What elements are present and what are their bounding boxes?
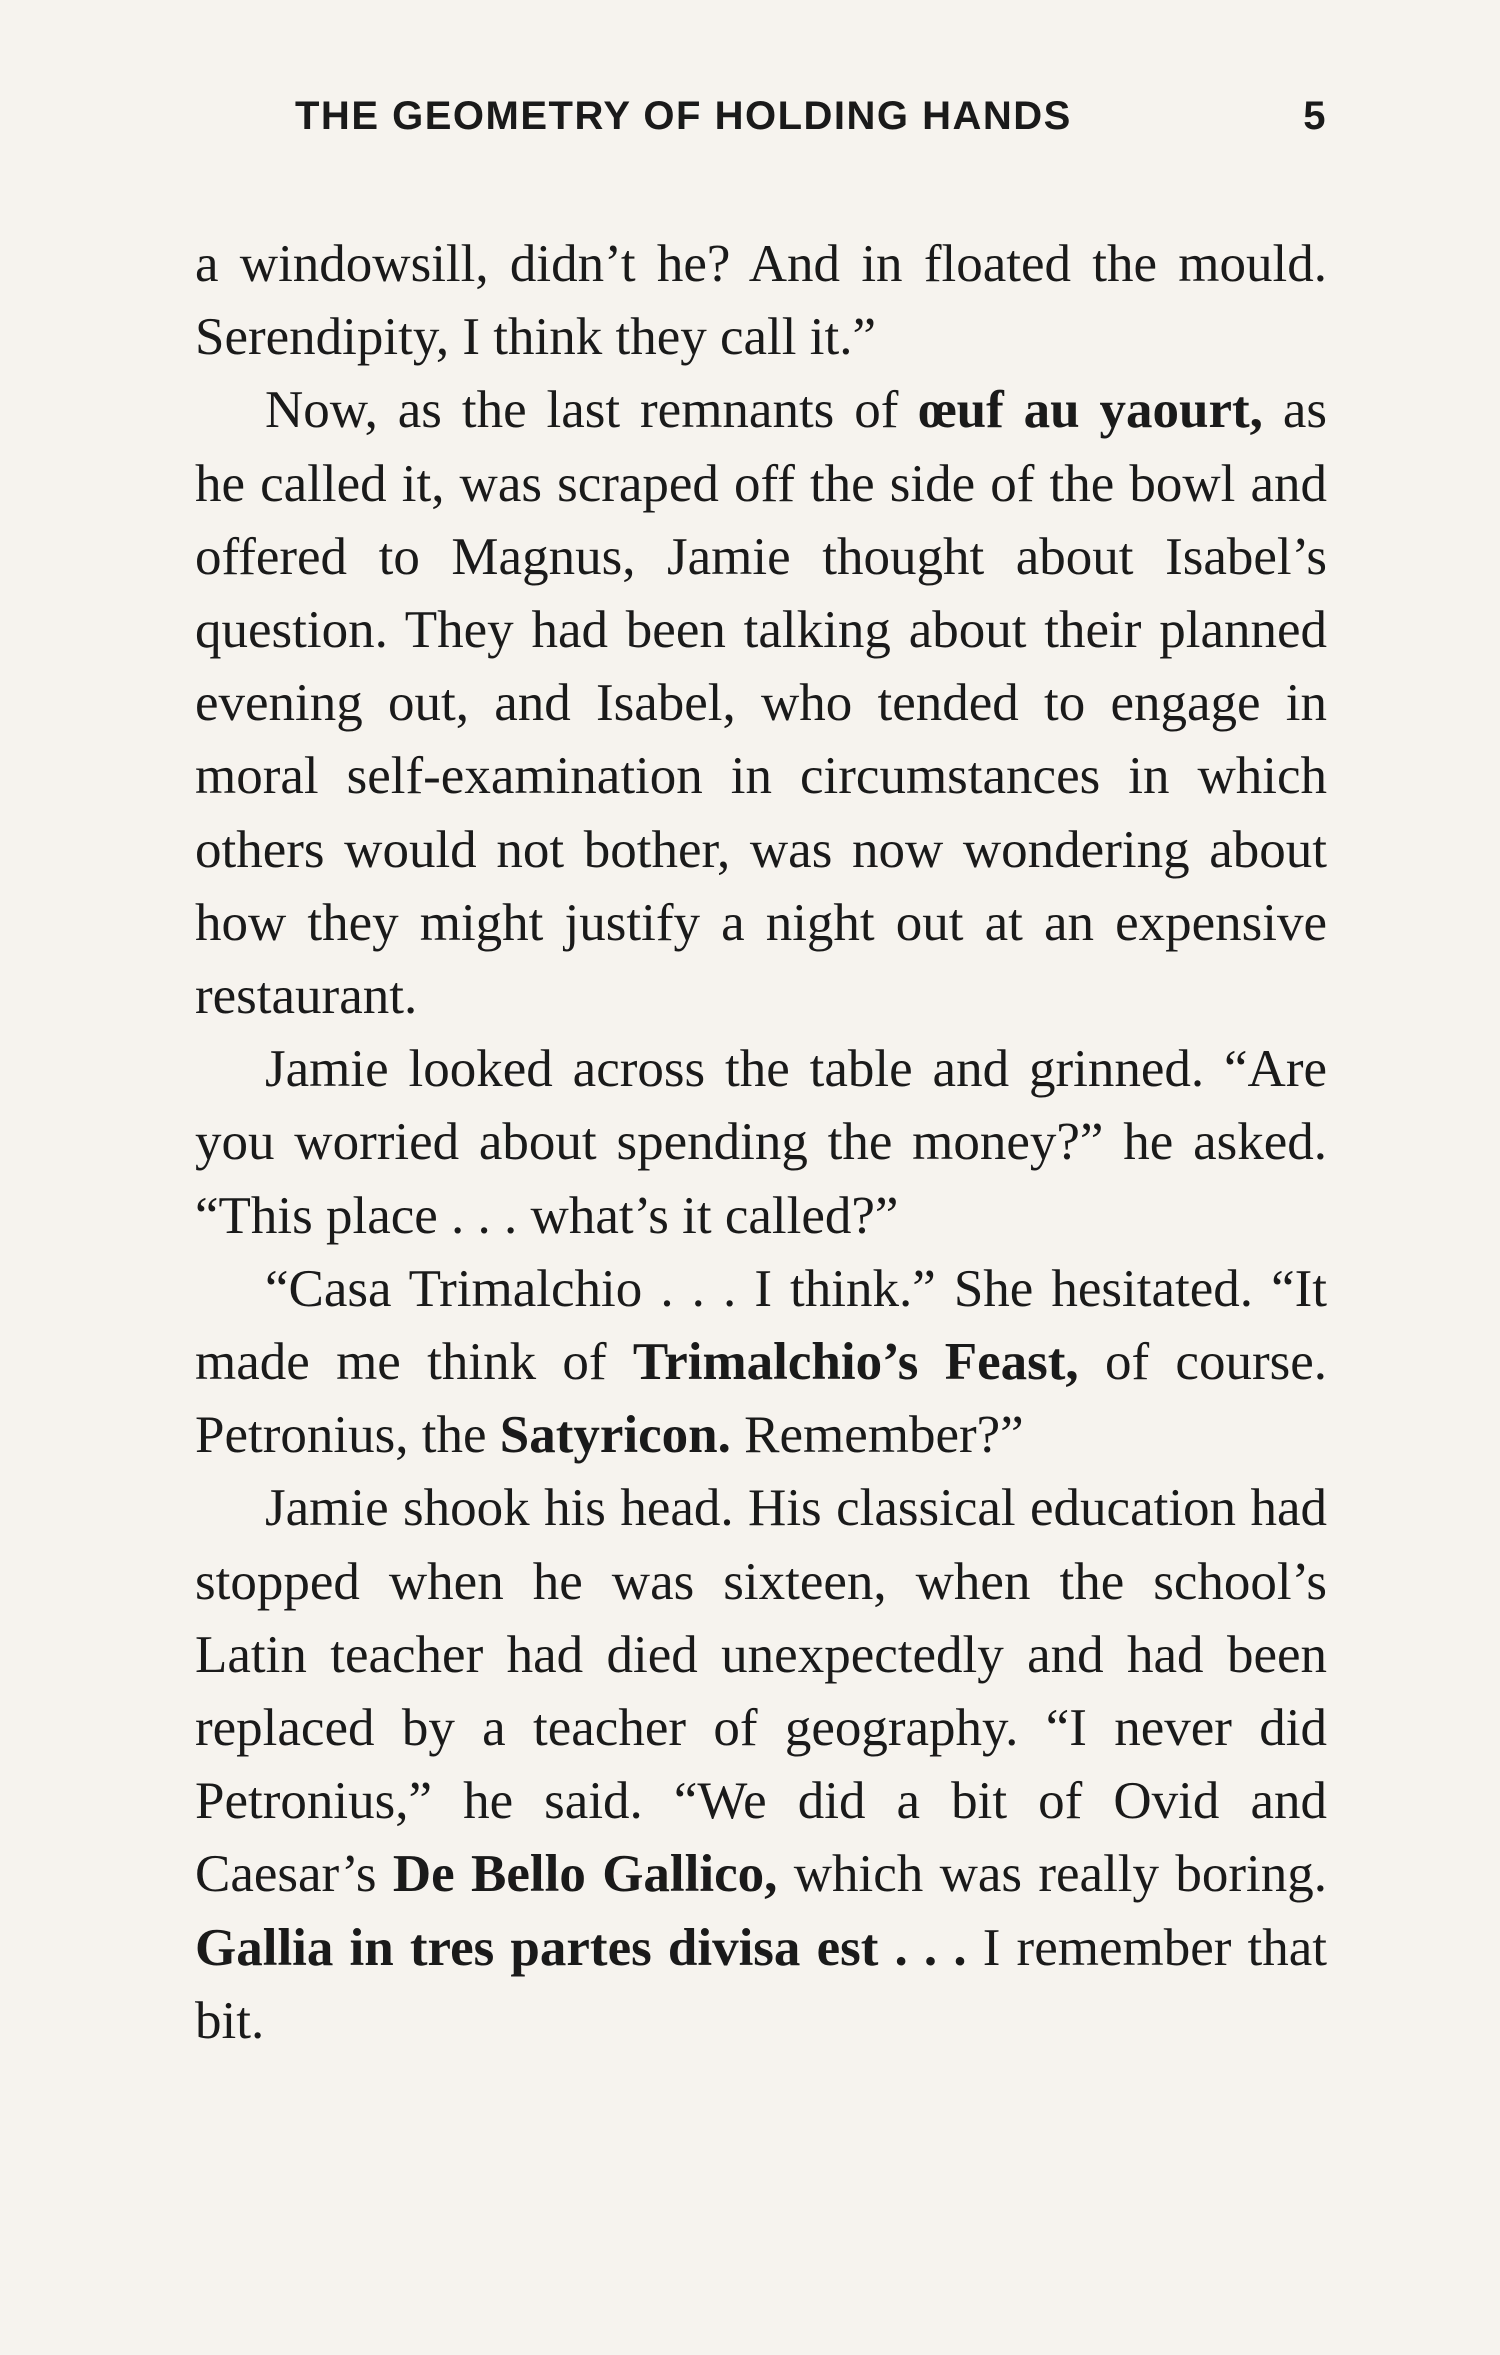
paragraph bbox=[195, 228, 1327, 374]
text-segment: “Casa Trimalchio . . . I think.” She hesitated. “It made me think of bbox=[195, 1259, 1327, 1392]
text-segment: Now, as the last remnants of bbox=[265, 381, 919, 440]
page-number: 5 bbox=[1303, 94, 1327, 138]
bold-text-segment: œuf au yaourt, bbox=[918, 381, 1263, 440]
body-text bbox=[195, 228, 1327, 2058]
text-segment: as he called it, was scraped off the side of the bowl and offered to Magnus, Jamie thought about Isabel’s question. They had been talking about their planned evening out, and Isabel, who tended to engage in moral self-examination in circumstances in which others would not bother, was now wondering about how they might justify a night out at an expensive restaurant. bbox=[195, 381, 1328, 1026]
paragraph bbox=[195, 1033, 1327, 1253]
text-segment: a windowsill, didn’t he? And in floated the mould. Serendipity, I think they call it.” bbox=[195, 235, 1327, 367]
text-segment: Jamie looked across the table and grinned. “Are you worried about spending the money?” he asked. “This place . . . what’s it called?” bbox=[195, 1040, 1327, 1245]
text-segment: Jamie shook his head. His classical education had stopped when he was sixteen, when the school’s Latin teacher had died unexpectedly and had been replaced by a teacher of geography. “I never did Petronius,” he said. “We did a bit of Ovid and Caesar’s bbox=[195, 1479, 1327, 1904]
bold-text-segment: Trimalchio’s Feast, bbox=[632, 1333, 1079, 1392]
text-segment: Remember?” bbox=[730, 1406, 1024, 1465]
text-segment: of course. Petronius, the bbox=[195, 1333, 1328, 1465]
bold-text-segment: Satyricon. bbox=[499, 1406, 731, 1465]
running-head bbox=[195, 94, 1327, 154]
bold-text-segment: Gallia in tres partes divisa est . . . bbox=[195, 1918, 967, 1977]
paragraph bbox=[195, 1253, 1327, 1473]
bold-text-segment: De Bello Gallico, bbox=[392, 1845, 778, 1904]
running-title: THE GEOMETRY OF HOLDING HANDS bbox=[295, 94, 1072, 138]
text-segment: which was really boring. bbox=[777, 1845, 1327, 1904]
paragraph bbox=[195, 1472, 1327, 2058]
text-segment: I remember that bit. bbox=[195, 1918, 1327, 2050]
paragraph bbox=[195, 374, 1327, 1033]
